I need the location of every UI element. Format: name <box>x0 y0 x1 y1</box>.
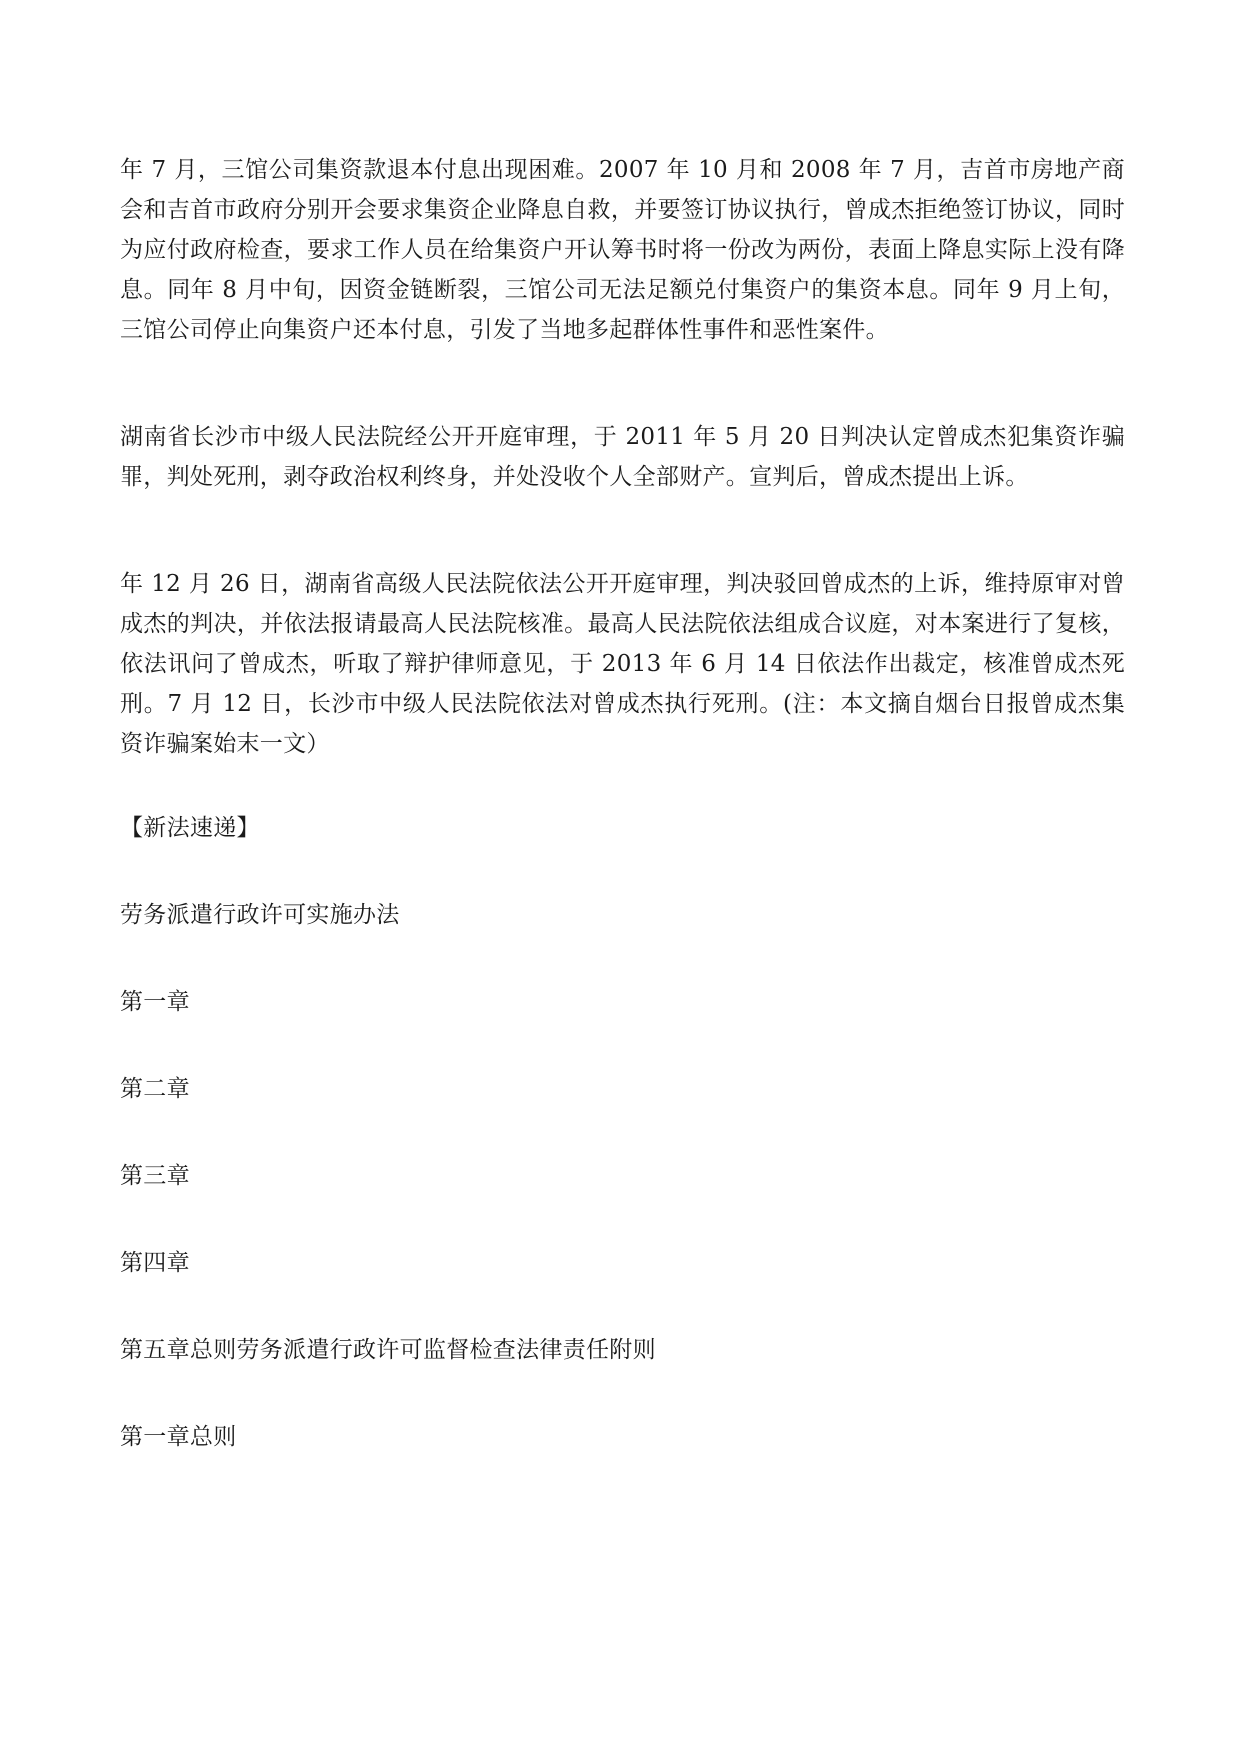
chapter-line: 第三章 <box>120 1163 190 1189</box>
paragraph-first-instance-verdict: 湖南省长沙市中级人民法院经公开开庭审理，于 2011 年 5 月 20 日判决认定曾成杰犯集资诈骗罪，判处死刑，剥夺政治权利终身，并处没收个人全部财产。宣判后，曾成杰提出上诉。 <box>120 424 1125 490</box>
chapter-line: 第四章 <box>120 1250 190 1276</box>
law-title: 劳务派遣行政许可实施办法 <box>120 902 400 928</box>
section-heading: 【新法速递】 <box>120 815 260 841</box>
chapter-line: 第二章 <box>120 1076 190 1102</box>
chapter-list-summary: 第五章总则劳务派遣行政许可监督检查法律责任附则 <box>120 1337 656 1363</box>
paragraph-fundraising-difficulty: 年 7 月，三馆公司集资款退本付息出现困难。2007 年 10 月和 2008 年 7 月，吉首市房地产商会和吉首市政府分别开会要求集资企业降息自救，并要签订协议执行，曾成杰拒绝签订协议，同时为应付政府检查，要求工作人员在给集资户开认筹书时将一份改为两份，表面上降息实际上没有降息。同年 8 月中旬，因资金链断裂，三馆公司无法足额兑付集资户的集资本息。同年 9 月上旬，三馆公司停止向集资户还本付息，引发了当地多起群体性事件和恶性案件。 <box>120 157 1125 343</box>
chapter-one-heading: 第一章总则 <box>120 1424 237 1450</box>
chapter-line: 第一章 <box>120 989 190 1015</box>
paragraph-appeal-and-execution: 年 12 月 26 日，湖南省高级人民法院依法公开开庭审理，判决驳回曾成杰的上诉，维持原审对曾成杰的判决，并依法报请最高人民法院核准。最高人民法院依法组成合议庭，对本案进行了复核，依法讯问了曾成杰，听取了辩护律师意见，于 2013 年 6 月 14 日依法作出裁定，核准曾成杰死刑。7 月 12 日，长沙市中级人民法院依法对曾成杰执行死刑。(注：本文摘自烟台日报曾成杰集资诈骗案始末一文） <box>120 571 1125 757</box>
